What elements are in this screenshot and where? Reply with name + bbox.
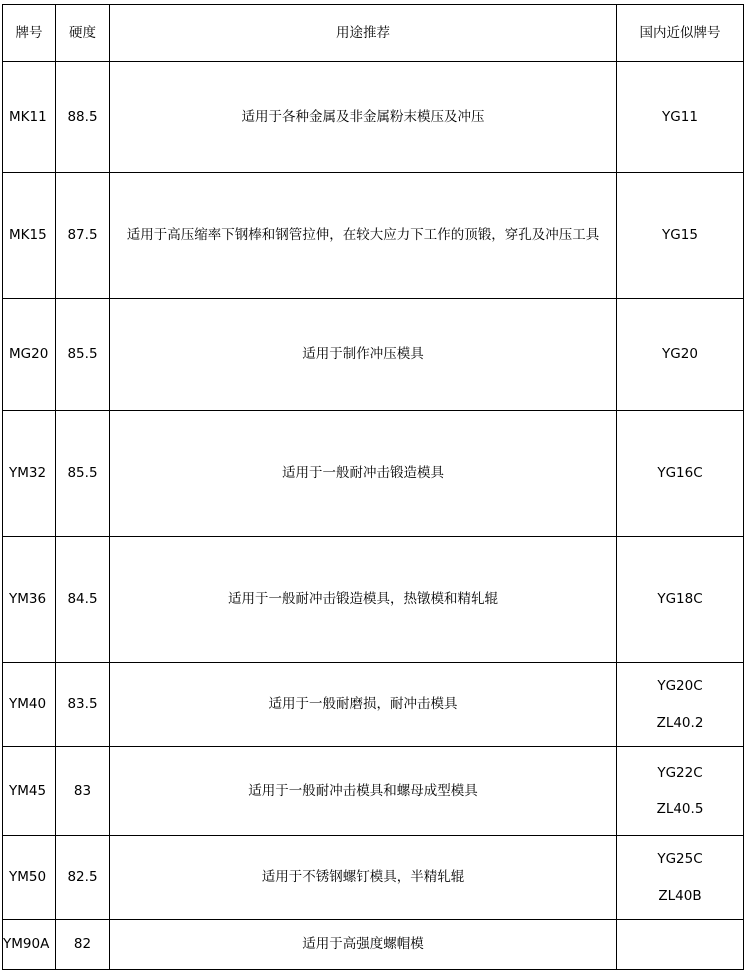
grade-cell: MK11 xyxy=(3,62,56,173)
equivalent-grade: YG18C xyxy=(657,591,703,608)
equivalent-cell xyxy=(617,663,744,747)
equivalent-cell xyxy=(617,62,744,173)
equivalent-grade: ZL40B xyxy=(658,887,702,904)
header-domestic-equivalent: 国内近似牌号 xyxy=(617,5,744,62)
grade-cell: YM32 xyxy=(3,411,56,537)
equivalent-cell xyxy=(617,920,744,970)
grade-cell: MK15 xyxy=(3,173,56,299)
equivalent-grade: YG16C xyxy=(657,465,703,482)
equivalent-cell xyxy=(617,299,744,411)
header-grade: 牌号 xyxy=(3,5,56,62)
usage-cell: 适用于一般耐冲击模具和螺母成型模具 xyxy=(110,747,617,836)
equivalent-cell xyxy=(617,747,744,836)
usage-cell: 适用于高强度螺帽模 xyxy=(110,920,617,970)
equivalent-grade: YG20 xyxy=(662,346,698,363)
equivalent-grade: ZL40.5 xyxy=(656,801,704,817)
equivalent-cell xyxy=(617,411,744,537)
usage-cell: 适用于一般耐冲击锻造模具 xyxy=(110,411,617,537)
usage-cell: 适用于不锈钢螺钉模具，半精轧辊 xyxy=(110,836,617,920)
table-row xyxy=(3,173,744,299)
table-row xyxy=(3,411,744,537)
grade-cell: YM90A xyxy=(3,920,56,970)
equivalent-grade: YG20C xyxy=(657,678,703,695)
header-hardness: 硬度 xyxy=(56,5,110,62)
usage-cell: 适用于制作冲压模具 xyxy=(110,299,617,411)
equivalent-grade: YG15 xyxy=(662,227,698,244)
table-row xyxy=(3,663,744,747)
table-row xyxy=(3,836,744,920)
hardness-cell: 82.5 xyxy=(56,836,110,920)
grade-cell: YM45 xyxy=(3,747,56,836)
usage-cell: 适用于高压缩率下钢棒和钢管拉伸，在较大应力下工作的顶锻，穿孔及冲压工具 xyxy=(110,173,617,299)
equivalent-grade: YG22C xyxy=(657,764,703,781)
grade-cell: YM40 xyxy=(3,663,56,747)
usage-cell: 适用于一般耐冲击锻造模具，热镦模和精轧辊 xyxy=(110,537,617,663)
table-row xyxy=(3,299,744,411)
table-row xyxy=(3,920,744,970)
hardness-cell: 84.5 xyxy=(56,537,110,663)
equivalent-grade: YG25C xyxy=(657,851,703,868)
header-row xyxy=(3,5,744,62)
grade-cell: YM50 xyxy=(3,836,56,920)
table-row xyxy=(3,537,744,663)
equivalent-grade: YG11 xyxy=(662,108,698,125)
grade-cell: MG20 xyxy=(3,299,56,411)
usage-cell: 适用于各种金属及非金属粉末模压及冲压 xyxy=(110,62,617,173)
table-row xyxy=(3,747,744,836)
grade-cell: YM36 xyxy=(3,537,56,663)
table-row xyxy=(3,62,744,173)
hardness-cell: 87.5 xyxy=(56,173,110,299)
equivalent-grade: ZL40.2 xyxy=(656,714,704,731)
equivalent-cell xyxy=(617,173,744,299)
hardness-cell: 88.5 xyxy=(56,62,110,173)
hardness-cell: 82 xyxy=(56,920,110,970)
usage-cell: 适用于一般耐磨损，耐冲击模具 xyxy=(110,663,617,747)
equivalent-cell xyxy=(617,836,744,920)
equivalent-cell xyxy=(617,537,744,663)
carbide-grade-table xyxy=(2,4,744,970)
hardness-cell: 83.5 xyxy=(56,663,110,747)
header-usage: 用途推荐 xyxy=(110,5,617,62)
hardness-cell: 85.5 xyxy=(56,299,110,411)
hardness-cell: 83 xyxy=(56,747,110,836)
hardness-cell: 85.5 xyxy=(56,411,110,537)
